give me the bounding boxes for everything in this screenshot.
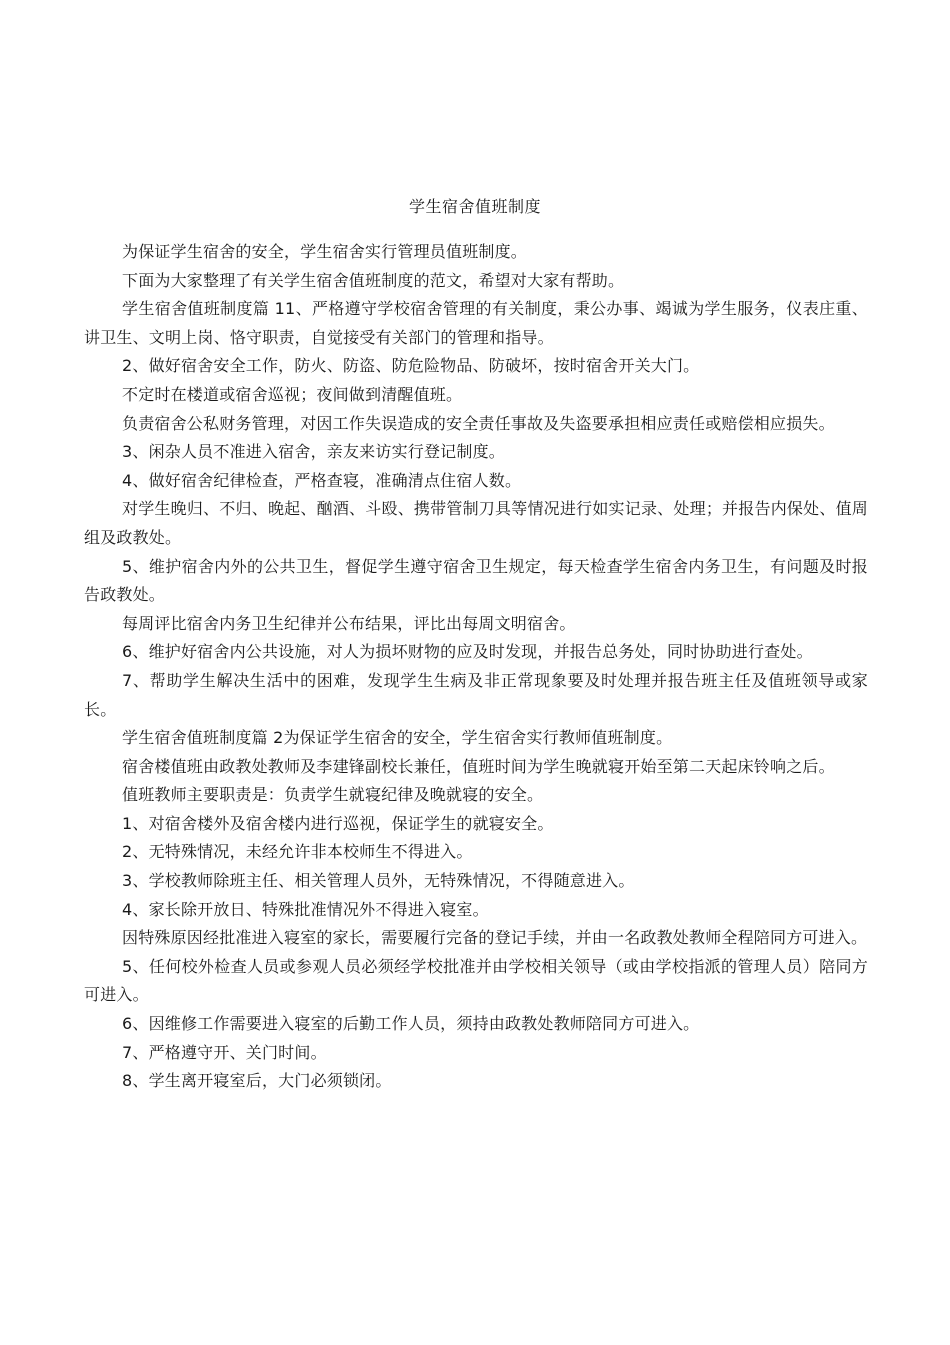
paragraph-22: 5、任何校外检查人员或参观人员必须经学校批准并由学校相关领导（或由学校指派的管理人员）陪同方可进入。 <box>84 956 868 1005</box>
paragraph-18: 2、无特殊情况，未经允许非本校师生不得进入。 <box>122 842 473 862</box>
paragraph-14: 学生宿舍值班制度篇 2为保证学生宿舍的安全，学生宿舍实行教师值班制度。 <box>122 728 673 748</box>
paragraph-4: 2、做好宿舍安全工作，防火、防盗、防危险物品、防破坏，按时宿舍开关大门。 <box>122 356 700 376</box>
paragraph-13: 7、帮助学生解决生活中的困难，发现学生生病及非正常现象要及时处理并报告班主任及值班领导或家长。 <box>84 670 868 719</box>
paragraph-25: 8、学生离开寝室后，大门必须锁闭。 <box>122 1071 392 1091</box>
paragraph-1: 为保证学生宿舍的安全，学生宿舍实行管理员值班制度。 <box>122 242 528 261</box>
paragraph-11: 每周评比宿舍内务卫生纪律并公布结果，评比出每周文明宿舍。 <box>122 613 576 633</box>
paragraph-20: 4、家长除开放日、特殊批准情况外不得进入寝室。 <box>122 899 489 919</box>
paragraph-16: 值班教师主要职责是：负责学生就寝纪律及晚就寝的安全。 <box>122 785 544 805</box>
paragraph-21: 因特殊原因经批准进入寝室的家长，需要履行完备的登记手续，并由一名政教处教师全程陪同方可进入。 <box>122 928 868 948</box>
paragraph-5: 不定时在楼道或宿舍巡视；夜间做到清醒值班。 <box>122 384 463 404</box>
paragraph-15: 宿舍楼值班由政教处教师及李建锋副校长兼任，值班时间为学生晚就寝开始至第二天起床铃响之后。 <box>122 756 835 776</box>
paragraph-17: 1、对宿舍楼外及宿舍楼内进行巡视，保证学生的就寝安全。 <box>122 813 554 833</box>
paragraph-3: 学生宿舍值班制度篇 11、严格遵守学校宿舍管理的有关制度，秉公办事、竭诚为学生服务，仪表庄重、讲卫生、文明上岗、恪守职责，自觉接受有关部门的管理和指导。 <box>84 299 868 347</box>
paragraph-8: 4、做好宿舍纪律检查，严格查寝，准确清点住宿人数。 <box>122 470 522 490</box>
paragraph-2: 下面为大家整理了有关学生宿舍值班制度的范文，希望对大家有帮助。 <box>122 270 625 290</box>
paragraph-6: 负责宿舍公私财务管理，对因工作失误造成的安全责任事故及失盗要承担相应责任或赔偿相应损失。 <box>122 413 835 433</box>
document-body <box>84 238 868 1096</box>
paragraph-23: 6、因维修工作需要进入寝室的后勤工作人员，须持由政教处教师陪同方可进入。 <box>122 1014 700 1034</box>
paragraph-12: 6、维护好宿舍内公共设施，对人为损坏财物的应及时发现，并报告总务处，同时协助进行查处。 <box>122 642 813 662</box>
paragraph-10: 5、维护宿舍内外的公共卫生，督促学生遵守宿舍卫生规定，每天检查学生宿舍内务卫生，有问题及时报告政教处。 <box>84 556 868 605</box>
paragraph-7: 3、闲杂人员不准进入宿舍，亲友来访实行登记制度。 <box>122 442 505 462</box>
paragraph-24: 7、严格遵守开、关门时间。 <box>122 1042 327 1062</box>
document-title: 学生宿舍值班制度 <box>408 197 541 216</box>
paragraph-19: 3、学校教师除班主任、相关管理人员外，无特殊情况，不得随意进入。 <box>122 871 635 891</box>
paragraph-9: 对学生晚归、不归、晚起、酗酒、斗殴、携带管制刀具等情况进行如实记录、处理；并报告内保处、值周组及政教处。 <box>84 499 868 547</box>
